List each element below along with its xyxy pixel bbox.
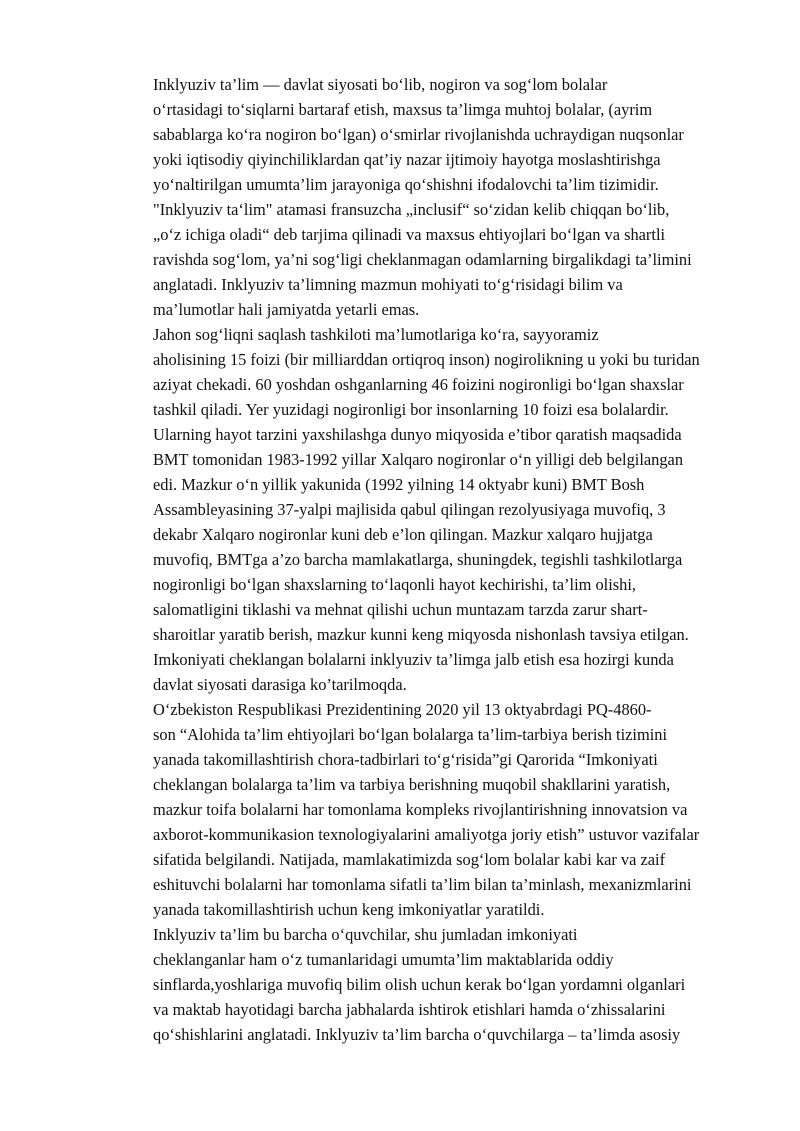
paragraph-1 bbox=[113, 72, 743, 322]
text-line: mazkur toifa bolalarni har tomonlama kompleks rivojlantirishning innovatsion va bbox=[153, 800, 688, 819]
text-line: Assambleyasining 37-yalpi majlisida qabul qilingan rezolyusiyaga muvofiq, 3 bbox=[153, 500, 666, 519]
text-line: cheklangan bolalarga ta’lim va tarbiya berishning muqobil shakllarini yaratish, bbox=[153, 775, 671, 794]
text-line: aziyat chekadi. 60 yoshdan oshganlarning 46 foizini nogironligi bo‘lgan shaxslar bbox=[153, 375, 684, 394]
text-line: Jahon sog‘liqni saqlash tashkiloti ma’lumotlariga ko‘ra, sayyoramiz bbox=[153, 325, 599, 344]
text-line: davlat siyosati darasiga ko’tarilmoqda. bbox=[153, 675, 407, 694]
paragraph-4 bbox=[113, 922, 743, 1047]
text-line: axborot-kommunikasion texnologiyalarini amaliyotga joriy etish” ustuvor vazifalar bbox=[153, 825, 700, 844]
text-line: va maktab hayotidagi barcha jabhalarda ishtirok etishlari hamda o‘zhissalarini bbox=[153, 1000, 666, 1019]
text-line: muvofiq, BMTga a’zo barcha mamlakatlarga, shuningdek, tegishli tashkilotlarga bbox=[153, 550, 683, 569]
document-page bbox=[113, 72, 743, 1047]
text-line: "Inklyuziv ta‘lim" atamasi fransuzcha „inclusif“ so‘zidan kelib chiqqan bo‘lib, bbox=[153, 200, 670, 219]
text-line: yanada takomillashtirish chora-tadbirlari to‘g‘risida”gi Qarorida “Imkoniyati bbox=[153, 750, 658, 769]
text-line: aholisining 15 foizi (bir milliarddan ortiqroq inson) nogirolikning u yoki bu turidan bbox=[153, 350, 700, 369]
text-line: O‘zbekiston Respublikasi Prezidentining 2020 yil 13 oktyabrdagi PQ-4860- bbox=[153, 700, 652, 719]
text-line: tashkil qiladi. Yer yuzidagi nogironligi bor insonlarning 10 foizi esa bolalardir. bbox=[153, 400, 669, 419]
text-line: dekabr Xalqaro nogironlar kuni deb e’lon qilingan. Mazkur xalqaro hujjatga bbox=[153, 525, 653, 544]
text-line: Ularning hayot tarzini yaxshilashga dunyo miqyosida e’tibor qaratish maqsadida bbox=[153, 425, 682, 444]
text-line: sabablarga ko‘ra nogiron bo‘lgan) o‘smirlar rivojlanishda uchraydigan nuqsonlar bbox=[153, 125, 684, 144]
text-line: yoki iqtisodiy qiyinchiliklardan qat’iy nazar ijtimoiy hayotga moslashtirishga bbox=[153, 150, 661, 169]
text-line: yo‘naltirilgan umumta’lim jarayoniga qo‘shishni ifodalovchi ta’lim tizimidir. bbox=[153, 175, 659, 194]
text-line: salomatligini tiklashi va mehnat qilishi uchun muntazam tarzda zarur shart- bbox=[153, 600, 648, 619]
text-line: Imkoniyati cheklangan bolalarni inklyuziv ta’limga jalb etish esa hozirgi kunda bbox=[153, 650, 674, 669]
text-line: nogironligi bo‘lgan shaxslarning to‘laqonli hayot kechirishi, ta’lim olishi, bbox=[153, 575, 636, 594]
text-line: cheklanganlar ham o‘z tumanlaridagi umumta’lim maktablarida oddiy bbox=[153, 950, 614, 969]
text-line: ravishda sog‘lom, ya’ni sog‘ligi cheklanmagan odamlarning birgalikdagi ta’limini bbox=[153, 250, 692, 269]
text-line: edi. Mazkur o‘n yillik yakunida (1992 yilning 14 oktyabr kuni) BMT Bosh bbox=[153, 475, 645, 494]
text-line: Inklyuziv ta’lim bu barcha o‘quvchilar, shu jumladan imkoniyati bbox=[153, 925, 578, 944]
text-line: Inklyuziv ta’lim — davlat siyosati bo‘lib, nogiron va sog‘lom bolalar bbox=[153, 75, 608, 94]
text-line: sifatida belgilandi. Natijada, mamlakatimizda sog‘lom bolalar kabi kar va zaif bbox=[153, 850, 666, 869]
text-line: sharoitlar yaratib berish, mazkur kunni keng miqyosda nishonlash tavsiya etilgan. bbox=[153, 625, 689, 644]
text-line: sinflarda,yoshlariga muvofiq bilim olish uchun kerak bo‘lgan yordamni olganlari bbox=[153, 975, 686, 994]
text-line: o‘rtasidagi to‘siqlarni bartaraf etish, maxsus ta’limga muhtoj bolalar, (ayrim bbox=[153, 100, 653, 119]
paragraph-2 bbox=[113, 322, 743, 697]
text-line: ma’lumotlar hali jamiyatda yetarli emas. bbox=[153, 300, 420, 319]
text-line: BMT tomonidan 1983-1992 yillar Xalqaro nogironlar o‘n yilligi deb belgilangan bbox=[153, 450, 684, 469]
paragraph-3 bbox=[113, 697, 743, 922]
text-line: anglatadi. Inklyuziv ta’limning mazmun mohiyati to‘g‘risidagi bilim va bbox=[153, 275, 623, 294]
text-line: „o‘z ichiga oladi“ deb tarjima qilinadi va maxsus ehtiyojlari bo‘lgan va shartli bbox=[153, 225, 666, 244]
text-line: qo‘shishlarini anglatadi. Inklyuziv ta’lim barcha o‘quvchilarga – ta’limda asosiy bbox=[153, 1025, 681, 1044]
text-line: eshituvchi bolalarni har tomonlama sifatli ta’lim bilan ta’minlash, mexanizmlarini bbox=[153, 875, 692, 894]
text-line: son “Alohida ta’lim ehtiyojlari bo‘lgan bolalarga ta’lim-tarbiya berish tizimini bbox=[153, 725, 668, 744]
text-line: yanada takomillashtirish uchun keng imkoniyatlar yaratildi. bbox=[153, 900, 545, 919]
